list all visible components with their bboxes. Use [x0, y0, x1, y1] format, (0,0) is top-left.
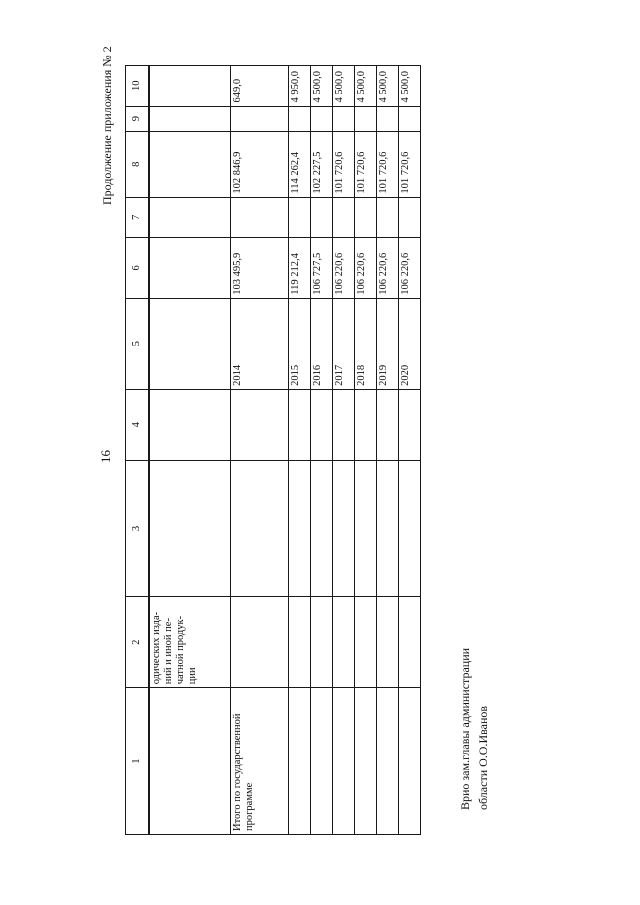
table-cell [149, 131, 231, 197]
table-cell: 2020 [399, 298, 421, 389]
table-cell [311, 460, 333, 597]
table-row [149, 66, 231, 835]
column-number-6: 6 [126, 238, 150, 299]
table-cell: 119 212,4 [289, 238, 311, 299]
table-cell [355, 389, 377, 460]
table-cell [149, 688, 231, 835]
table-cell [377, 389, 399, 460]
column-number-8: 8 [126, 131, 150, 197]
table-cell: Итого по государственной программе [231, 688, 289, 835]
table-cell [149, 460, 231, 597]
table-cell: 102 227,5 [311, 131, 333, 197]
table-cell: 106 220,6 [355, 238, 377, 299]
table-cell [149, 389, 231, 460]
table-cell: 106 727,5 [311, 238, 333, 299]
table-cell [231, 106, 289, 131]
table-cell [149, 197, 231, 237]
table-cell [355, 106, 377, 131]
table-cell [289, 460, 311, 597]
table-cell [311, 106, 333, 131]
table-cell: 4 500,0 [311, 66, 333, 107]
table-cell: 101 720,6 [377, 131, 399, 197]
table-cell [355, 197, 377, 237]
table-cell: 4 500,0 [355, 66, 377, 107]
table-cell: 101 720,6 [355, 131, 377, 197]
column-number-7: 7 [126, 197, 150, 237]
table-cell [289, 597, 311, 688]
table-row [333, 66, 355, 835]
table-cell [311, 197, 333, 237]
table-cell [355, 460, 377, 597]
table-cell: 103 495,9 [231, 238, 289, 299]
table-cell: 4 500,0 [399, 66, 421, 107]
table-cell [289, 106, 311, 131]
table-row [399, 66, 421, 835]
table-cell: 4 950,0 [289, 66, 311, 107]
table-cell [333, 389, 355, 460]
table-cell: 114 262,4 [289, 131, 311, 197]
table-cell: 2019 [377, 298, 399, 389]
table-cell: 106 220,6 [399, 238, 421, 299]
table-cell [399, 688, 421, 835]
table-cell [355, 597, 377, 688]
table-cell [311, 688, 333, 835]
table-cell [399, 197, 421, 237]
table-cell [149, 298, 231, 389]
column-number-2: 2 [126, 597, 150, 688]
table-cell [311, 597, 333, 688]
table-cell [399, 389, 421, 460]
budget-table [125, 65, 421, 835]
table-cell [377, 106, 399, 131]
table-row [377, 66, 399, 835]
table-cell [289, 197, 311, 237]
table-row [231, 66, 289, 835]
table-cell: 106 220,6 [333, 238, 355, 299]
table-cell: 101 720,6 [333, 131, 355, 197]
table-cell: 101 720,6 [399, 131, 421, 197]
table-cell [355, 688, 377, 835]
table-cell [399, 460, 421, 597]
page-number: 16 [98, 450, 113, 463]
table-cell [333, 197, 355, 237]
table-cell [377, 597, 399, 688]
table-cell [333, 597, 355, 688]
table-cell: одических изда-ний и иной пе-чатной продук-ции [149, 597, 231, 688]
table-cell [399, 106, 421, 131]
table-cell [231, 597, 289, 688]
table-cell [377, 688, 399, 835]
table-cell: 2016 [311, 298, 333, 389]
table-row [355, 66, 377, 835]
table-cell [149, 66, 231, 107]
column-number-5: 5 [126, 298, 150, 389]
column-number-3: 3 [126, 460, 150, 597]
table-cell: 649,0 [231, 66, 289, 107]
table-cell [399, 597, 421, 688]
table-cell [377, 197, 399, 237]
table-cell: 106 220,6 [377, 238, 399, 299]
table-header-row [126, 66, 150, 835]
table-cell: 2017 [333, 298, 355, 389]
column-number-10: 10 [126, 66, 150, 107]
table-cell [149, 238, 231, 299]
column-number-9: 9 [126, 106, 150, 131]
table-cell [333, 460, 355, 597]
table-cell: 2018 [355, 298, 377, 389]
column-number-4: 4 [126, 389, 150, 460]
table-cell: 2015 [289, 298, 311, 389]
table-cell: 4 500,0 [377, 66, 399, 107]
table-cell [289, 389, 311, 460]
table-cell [333, 106, 355, 131]
column-number-1: 1 [126, 688, 150, 835]
table-cell [231, 389, 289, 460]
table-cell [231, 460, 289, 597]
table-cell [377, 460, 399, 597]
table-cell [333, 688, 355, 835]
table-cell [231, 197, 289, 237]
table-row [289, 66, 311, 835]
signature-line-1: Врио зам.главы администрации [458, 647, 472, 810]
table-cell: 102 846,9 [231, 131, 289, 197]
table-cell: 4 500,0 [333, 66, 355, 107]
table-row [311, 66, 333, 835]
table-cell: 2014 [231, 298, 289, 389]
table-cell [289, 688, 311, 835]
table-cell [311, 389, 333, 460]
table-cell [149, 106, 231, 131]
continuation-label: Продолжение приложения № 2 [100, 46, 114, 205]
signature-line-2: области О.О.Иванов [476, 705, 490, 810]
